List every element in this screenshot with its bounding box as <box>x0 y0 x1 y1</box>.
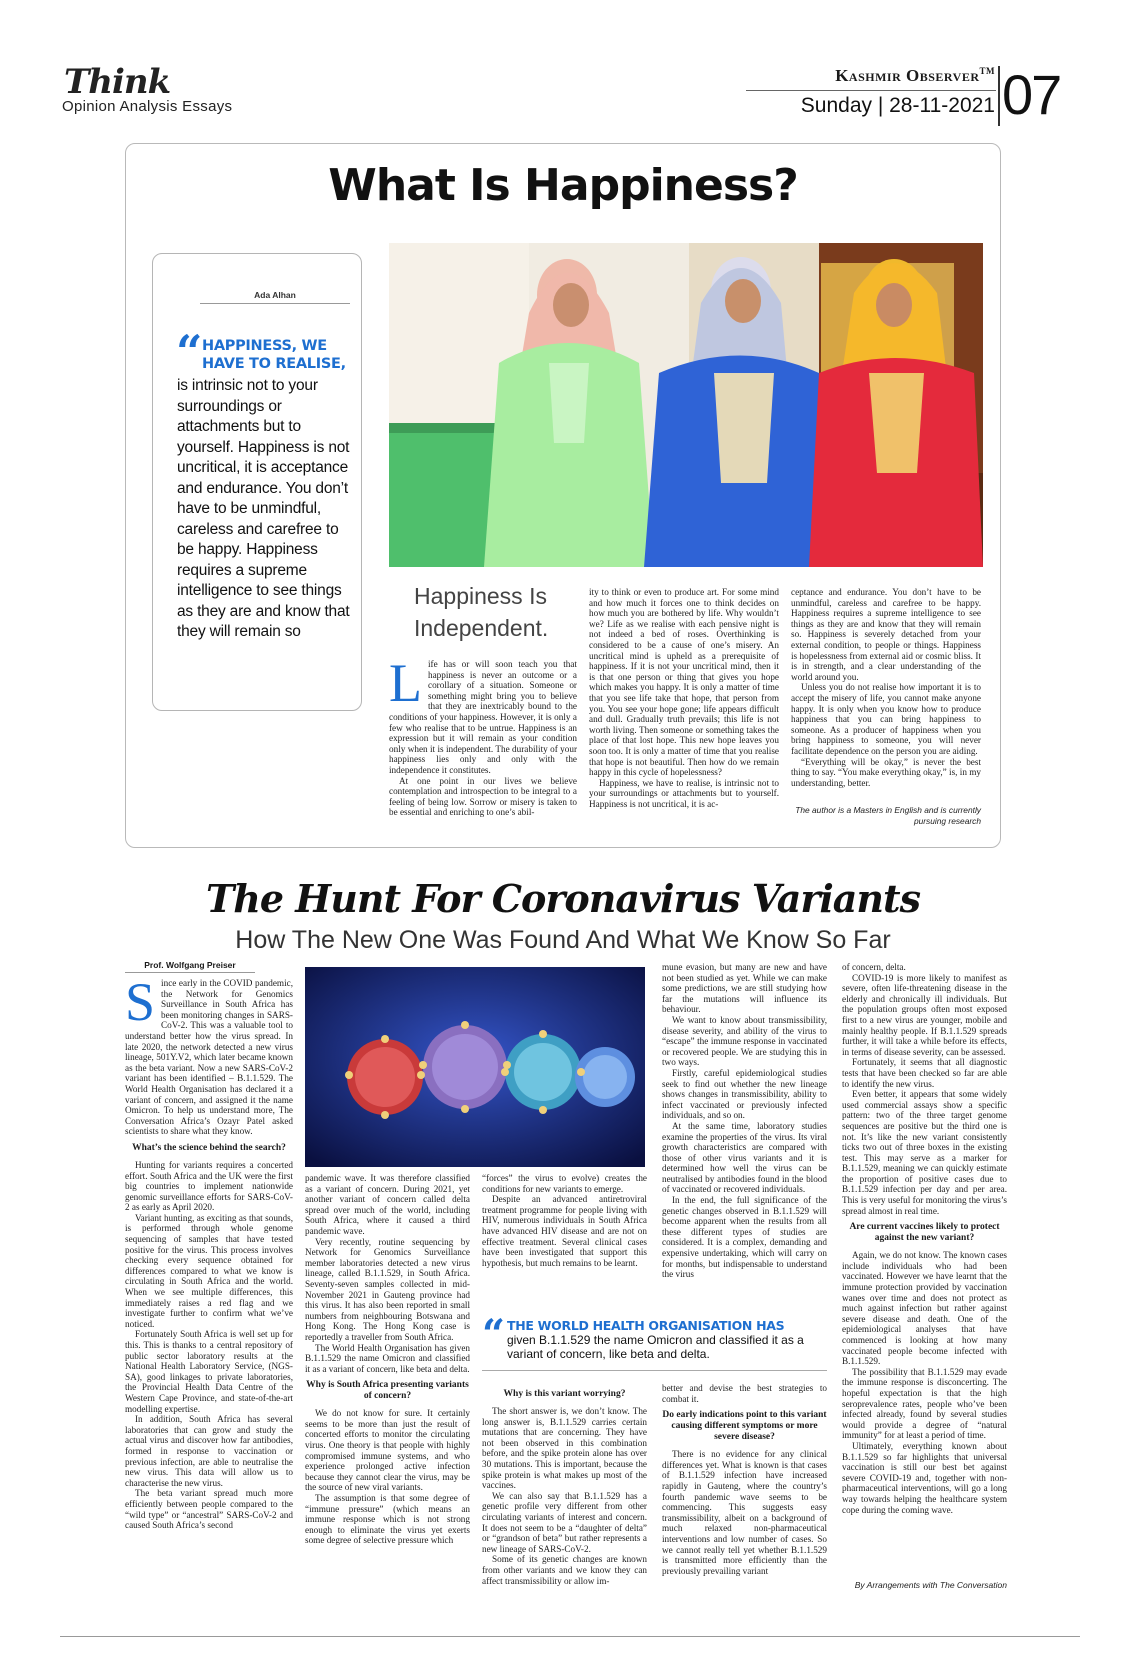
article-title: The Hunt For Coronavirus Variants <box>205 876 920 921</box>
pullquote-text: is intrinsic not to your surroundings or attachments but to yourself. Happiness is not uncritical, it is acceptance and endurance. You don’t have to be unmindful, careless and carefree to be happy. Happiness requires a supreme intelligence to see things as they are and know that they will remain so <box>177 377 350 640</box>
issue-date: Sunday | 28-11-2021 <box>800 94 995 117</box>
article-column <box>125 972 293 1531</box>
coronavirus-illustration <box>305 967 645 1167</box>
paragraph: We can also say that B.1.1.529 has a genetic profile very different from other circulating variants of interest and concern. It does not seem to be a “daughter of delta” or “grandson of beta” but rather represents a new lineage of SARS-CoV-2. <box>482 1490 647 1554</box>
page-number-divider <box>998 66 1000 126</box>
article-column <box>662 962 827 1280</box>
drop-cap: L <box>389 653 422 713</box>
pullquote-heading: HAPPINESS, WE HAVE TO REALISE, <box>202 338 346 372</box>
paragraph: Hunting for variants requires a concerted effort. South Africa and the UK were the first big countries to implement nationwide genomic surveillance efforts for SARS-CoV-2 as early as April 2020. <box>125 1159 293 1213</box>
paragraph: Happiness, we have to realise, is intrinsic not to your surroundings or attachments but to yourself. Happiness is not uncritical, it is ac- <box>589 777 779 809</box>
masthead-name: Kashmir Observer <box>835 66 980 85</box>
paragraph: We want to know about transmissibility, disease severity, and ability of the virus to “escape” the immune response in vaccinated or recovered people. We are studying this in two ways. <box>662 1014 827 1068</box>
paragraph: COVID-19 is more likely to manifest as severe, often life-threatening disease in the elderly and chronically ill individuals. But the population groups often most exposed first to a new virus are younger, mobile and mainly healthy people. If B.1.1.529 spreads further, it will take a while before its effects, in terms of disease severity, can be assessed. <box>842 972 1007 1057</box>
paragraph: Fortunately, it seems that all diagnostic tests that have been checked so far are able to identify the new virus. <box>842 1057 1007 1089</box>
women-laughing-photo <box>389 243 983 567</box>
article-column <box>589 587 779 809</box>
sub-heading: Are current vaccines likely to protect against the new variant? <box>849 1222 1000 1244</box>
paragraph: Unless you do not realise how important it is to accept the misery of life, you cannot make anyone happy. It is only when you know how to produce happiness that you can bring happiness to someone. As a producer of happiness when you bring happiness to someone, you will never facilitate dependence on the person you are aiding. <box>791 682 981 756</box>
paragraph: better and devise the best strategies to combat it. <box>662 1383 827 1404</box>
paragraph: “Everything will be okay,” is never the best thing to say. “You make everything okay,” is, in my understanding, better. <box>791 756 981 788</box>
pullquote-rule <box>482 1370 827 1371</box>
paragraph: ceptance and endurance. You don’t have to be unmindful, careless and carefree to be happy. Happiness requires a supreme intelligence to see things as they are and know that they will remain so. Happiness is severely detached from your external condition, to people or things. Happiness is hopelessness from external aid or cosmic bliss. It is in strength, and a clear understanding of the world around you. <box>791 587 981 682</box>
credit-note: By Arrangements with The Conversation <box>854 1580 1007 1590</box>
sub-headline: Happiness Is Independent. <box>414 583 549 641</box>
footer-rule <box>60 1636 1080 1637</box>
paragraph: Again, we do not know. The known cases include individuals who had been vaccinated. However we have learnt that the immune protection provided by vaccination wanes over time and does not protect as much against infection but rather against severe disease and death. One of the epidemiological analyses that have commenced is looking at how many vaccinated people become infected with B.1.1.529. <box>842 1250 1007 1367</box>
sub-heading: Why is this variant worrying? <box>503 1389 626 1399</box>
header-rule <box>746 90 996 91</box>
masthead <box>835 66 995 86</box>
paragraph: Ultimately, everything known about B.1.1.529 so far highlights that universal vaccination is still our best bet against severe COVID-19 and, together with non-pharmaceutical interventions, will go a long way towards helping the healthcare system cope during the coming wave. <box>842 1440 1007 1515</box>
paragraph: Variant hunting, as exciting as that sounds, is performed through whole genome sequencing of samples that have tested positive for the virus. This process involves checking every sequence obtained for differences compared to what we know is circulating in South Africa and the world. When we see multiple differences, this immediately raises a red flag and we investigate further to confirm what we’ve noticed. <box>125 1212 293 1329</box>
paragraph: Even better, it appears that some widely used commercial assays show a specific pattern: two of the three target genome sequences are positive but the third one is not. It’s like the new variant consistently ticks two out of three boxes in the existing test. This may serve as a marker for B.1.1.529, meaning we can quickly estimate the proportion of positive cases due to B.1.1.529 infection per day and per area. This is very useful for monitoring the virus’s spread almost in real time. <box>842 1089 1007 1216</box>
paragraph: mune evasion, but many are new and have not been studied as yet. While we can make some predictions, we are still studying how far the mutations will influence its behaviour. <box>662 962 827 1015</box>
paragraph: The assumption is that some degree of “immune pressure” (which means an immune response which is not strong enough to eliminate the virus yet exerts some degree of selective pressure which <box>305 1493 470 1546</box>
article-column <box>482 1383 647 1586</box>
article-column <box>842 962 1007 1515</box>
section-title: Think <box>64 62 171 102</box>
paragraph: Very recently, routine sequencing by Network for Genomics Surveillance member laboratories detected a new virus lineage, called B.1.1.529, in South Africa. Seventy-seven samples collected in mid-November 2021 in Gauteng province had this virus. It has also been reported in small numbers from neighbouring Botswana and Hong Kong. The Hong Kong case is reportedly a traveller from South Africa. <box>305 1236 470 1342</box>
paragraph: There is no evidence for any clinical differences yet. What is known is that cases of B.1.1.529 infection have increased rapidly in Gauteng, where the country’s fourth pandemic wave seems to be commencing. This suggests easy transmissibility, albeit on a background of much relaxed non-pharmaceutical interventions and low number of cases. So we cannot really tell yet whether B.1.1.529 is transmitted more efficiently than the previously prevailing variant <box>662 1449 827 1576</box>
paragraph: Despite an advanced antiretroviral treatment programme for people living with HIV, numerous individuals in South Africa have advanced HIV disease and are not on effective treatment. Several clinical cases have been investigated that support this hypothesis, but much remains to be learnt. <box>482 1194 647 1268</box>
article-subtitle: How The New One Was Found And What We Know So Far <box>235 926 891 954</box>
paragraph: At one point in our lives we believe contemplation and introspection to be integral to a feeling of being low. Sorrow or misery is taken to be essential and enriching to one’s abil- <box>389 775 577 818</box>
sub-heading: Why is South Africa presenting variants of concern? <box>306 1380 469 1402</box>
paragraph: ity to think or even to produce art. For some mind and how much it forces one to think decides on how much you are bothered by life. Why wouldn’t we? Life as we realise with each pensive night is not indeed a bed of roses. Overthinking is considered to be a cause of one’s misery. An uncritical mind is upheld as a prerequisite of happiness. If it is not your uncritical mind, then it is that one person or thing that gives you hope which makes you happy. It is only a matter of time that you see life take that hope, that person from you. You see your hope gone; life appears difficult and dull. Gradually truth prevails; this life is not worth living. Then someone or something takes the place of that lost hope. This new hope leaves you soon too. It is only a matter of time that you realise that hope is not beautiful. Then how do we remain happy in this cycle of hopelessness? <box>589 587 779 778</box>
article-column <box>305 1173 470 1546</box>
paragraph: We do not know for sure. It certainly seems to be more than just the result of concerted efforts to monitor the circulating virus. One theory is that people with highly compromised immune systems, and who experience prolonged active infection because they cannot clear the virus, may be the source of new viral variants. <box>305 1408 470 1493</box>
page-number: 07 <box>1002 63 1061 126</box>
article-title: What Is Happiness? <box>328 160 798 211</box>
quote-mark-icon: “ <box>176 325 203 379</box>
paragraph: The short answer is, we don’t know. The long answer is, B.1.1.529 carries certain mutations that are concerning. They have not been observed in this combination before, and the spike protein alone has over 30 mutations. This is important, because the spike protein is what makes up most of the vaccines. <box>482 1406 647 1491</box>
paragraph: pandemic wave. It was therefore classified as a variant of concern. During 2021, yet another variant of concern called delta spread over much of the world, including South Africa, where it caused a third pandemic wave. <box>305 1173 470 1236</box>
pullquote-text: given B.1.1.529 the name Omicron and classified it as a variant of concern, like beta and delta. <box>507 1333 804 1361</box>
paragraph: “forces” the virus to evolve) creates the conditions for new variants to emerge. <box>482 1173 647 1194</box>
paragraph: At the same time, laboratory studies examine the properties of the virus. Its viral growth characteristics are compared with those of other virus variants and it is determined how well the virus can be neutralised by antibodies found in the blood of vaccinated or recovered individuals. <box>662 1120 827 1195</box>
paragraph: Fortunately South Africa is well set up for this. This is thanks to a central repository of public sector laboratory results at the National Health Laboratory Service, (NGS-SA), good linkages to private laboratories, the Provincial Health Data Centre of the Western Cape Province, and state-of-the-art modelling expertise. <box>125 1329 293 1414</box>
author-note: The author is a Masters in English and is currently pursuing research <box>795 805 981 826</box>
trademark-mark: TM <box>979 66 995 76</box>
drop-cap: S <box>125 972 156 1032</box>
paragraph: The beta variant spread much more efficiently between people compared to the “wild type” or “ancestral” SARS-CoV-2 and caused South Africa’s second <box>125 1488 293 1531</box>
article-column <box>482 1173 647 1268</box>
paragraph: Some of its genetic changes are known from other variants and we know they can affect transmissibility or allow im- <box>482 1554 647 1586</box>
paragraph: The World Health Organisation has given B.1.1.529 the name Omicron and classified it as a variant of concern, like beta and delta. <box>305 1342 470 1374</box>
paragraph: ince early in the COVID pandemic, the Network for Genomics Surveillance in South Africa has been monitoring changes in SARS-CoV-2. This was a valuable tool to understand better how the virus spread. In late 2020, the network detected a new virus lineage, 501Y.V2, which later became known as the beta variant. Now a new SARS-CoV-2 variant has been identified – B.1.1.529. The World Health Organisation has declared it a variant of concern, and assigned it the name Omicron. To help us understand more, The Conversation Africa’s Ozayr Patel asked scientists to share what they know. <box>125 978 293 1137</box>
pullquote-heading: THE WORLD HEALTH ORGANISATION HAS <box>507 1318 785 1333</box>
paragraph: of concern, delta. <box>842 962 906 972</box>
quote-mark-icon: “ <box>482 1311 506 1358</box>
paragraph: The possibility that B.1.1.529 may evade the immune response is disconcerting. The hopeful expectation is that the high seroprevalence rates, people who’ve been infected already, found by several studies would provide a degree of “natural immunity” for at least a period of time. <box>842 1366 1007 1441</box>
byline: Prof. Wolfgang Preiser <box>125 960 255 973</box>
sub-heading: Do early indications point to this variant causing different symptoms or more severe disease? <box>662 1410 827 1443</box>
article-column <box>791 587 981 788</box>
paragraph: In the end, the full significance of the genetic changes observed in B.1.1.529 will become apparent when the results from all these different types of studies are considered. It is a complex, demanding and expensive undertaking, which will carry on for months, but indispensable to understand the virus <box>662 1195 827 1280</box>
article-column <box>662 1383 827 1576</box>
paragraph: In addition, South Africa has several laboratories that can grow and study the actual virus and discover how far antibodies, formed in response to vaccination or previous infection, are able to neutralise the new virus. This data will allow us to characterise the new virus. <box>125 1414 293 1488</box>
sub-heading: What’s the science behind the search? <box>132 1142 286 1153</box>
byline: Ada Alhan <box>200 290 350 304</box>
article-column <box>389 653 577 818</box>
paragraph: ife has or will soon teach you that happiness is never an outcome or a corollary of a situation. Someone or something might bring you to believe that they are inextricably bound to the conditions of your happiness. However, it is only a few who realise that to be untrue. Happiness is an expression but it will remain as your condition only when it is independent. The durability of your happiness lies only and only with the independence it constitutes. <box>389 659 577 775</box>
paragraph: Firstly, careful epidemiological studies seek to find out whether the new lineage shows changes in transmissibility, ability to infect vaccinated or previously infected individuals, and so on. <box>662 1067 827 1121</box>
section-subtitle: Opinion Analysis Essays <box>62 98 233 115</box>
